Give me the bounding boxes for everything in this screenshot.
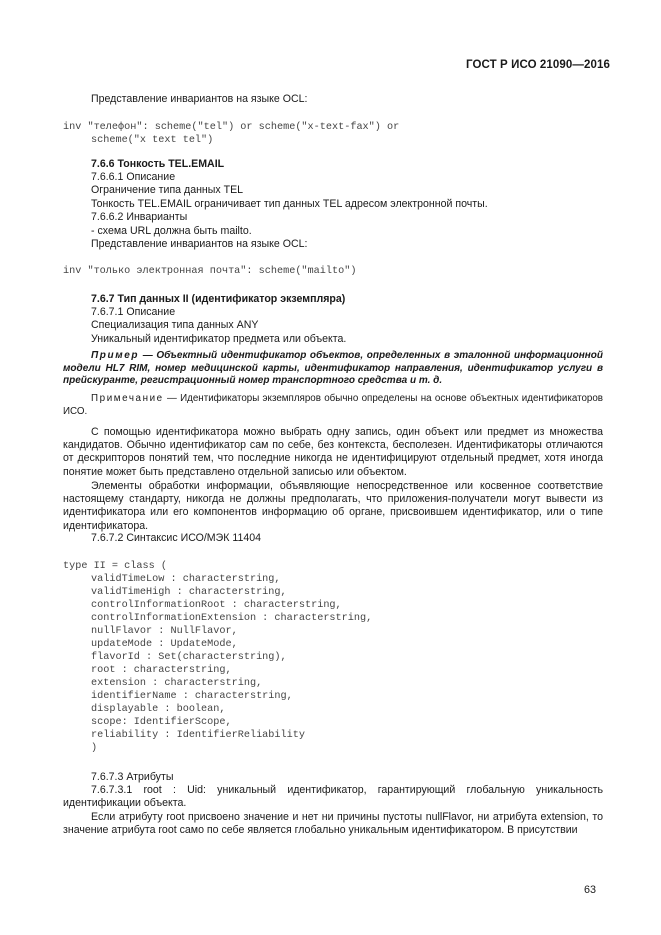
list-item: - схема URL должна быть mailto. [91,225,252,237]
code-line: displayable : boolean, [91,704,226,715]
code-line: scheme("x text tel") [91,135,214,146]
example-paragraph [63,350,603,388]
code-line: validTimeHigh : characterstring, [91,587,287,598]
page-number: 63 [584,884,597,896]
body-paragraph: Элементы обработки информации, объявляющие непосредственное или косвенное соответствие настоящему стандарту, никогда не должны предполагать, что приложения-получатели могут вывести из идентификатора или его компонентов информацию об органе, присвоившем идентификатор, или о типе идентификатора. [63,480,603,532]
ocl-intro: Представление инвариантов на языке OCL: [91,238,308,250]
section-heading-767: 7.6.7 Тип данных II (идентификатор экземпляра) [91,293,346,305]
subsection-heading: 7.6.6.1 Описание [91,171,176,183]
text-line: Ограничение типа данных TEL [91,184,244,196]
subsection-heading: 7.6.7.2 Синтаксис ИСО/МЭК 11404 [91,532,262,544]
code-line: inv "только электронная почта": scheme("mailto") [63,266,357,277]
code-line: controlInformationRoot : characterstring, [91,600,342,611]
document-id: ГОСТ Р ИСО 21090—2016 [465,59,610,71]
code-line: controlInformationExtension : characterstring, [91,613,373,624]
text-line: Специализация типа данных ANY [91,319,259,331]
code-line: reliability : IdentifierReliability [91,730,305,741]
code-line: identifierName : characterstring, [91,691,293,702]
note-paragraph [63,393,603,418]
example-label: Пример [91,350,140,361]
code-line: root : characterstring, [91,665,232,676]
code-line: flavorId : Set(characterstring), [91,652,287,663]
body-paragraph: С помощью идентификатора можно выбрать одну запись, один объект или предмет из множества кандидатов. Обычно идентификатор сам по себе, без контекста, бесполезен. Идентификаторы отличаются от дескрипторов понятий тем, что последние никогда не идентифицируют отдельный предмет, хотя иногда понятие может быть представлено отдельной записью или объектом. [63,426,603,478]
body-paragraph: Если атрибуту root присвоено значение и нет ни причины пустоты nullFlavor, ни атрибута extension, то значение атрибута root само по себе является глобально уникальным идентификатором. В присутствии [63,811,603,837]
subsection-heading: 7.6.7.1 Описание [91,306,176,318]
subsection-heading: 7.6.6.2 Инварианты [91,211,188,223]
example-text: — Объектный идентификатор объектов, определенных в эталонной информационной модели HL7 RIM, номер медицинской карты, идентификатор направления, идентификатор услуги в прейскуранте, регистрационный номер транспортного средства и т. д. [63,350,603,387]
text-line: Тонкость TEL.EMAIL ограничивает тип данных TEL адресом электронной почты. [91,198,488,210]
note-label: Примечание [91,393,164,404]
text-line: Уникальный идентификатор предмета или объекта. [91,333,347,345]
code-line: type II = class ( [63,561,167,572]
code-line: ) [91,743,98,754]
code-line: nullFlavor : NullFlavor, [91,626,238,637]
code-line: validTimeLow : characterstring, [91,574,281,585]
note-text: — Идентификаторы экземпляров обычно определены на основе объектных идентификаторов ИСО. [63,393,603,417]
code-line: updateMode : UpdateMode, [91,639,238,650]
section-heading-766: 7.6.6 Тонкость TEL.EMAIL [91,158,225,170]
subsection-heading: 7.6.7.3 Атрибуты [91,771,174,783]
code-line: extension : characterstring, [91,678,263,689]
code-line: scope: IdentifierScope, [91,717,232,728]
code-line: inv "телефон": scheme("tel") or scheme("x-text-fax") or [63,122,400,133]
attribute-paragraph: 7.6.7.3.1 root : Uid: уникальный идентификатор, гарантирующий глобальную уникальность идентификации объекта. [63,784,603,810]
ocl-intro: Представление инвариантов на языке OCL: [91,93,308,105]
